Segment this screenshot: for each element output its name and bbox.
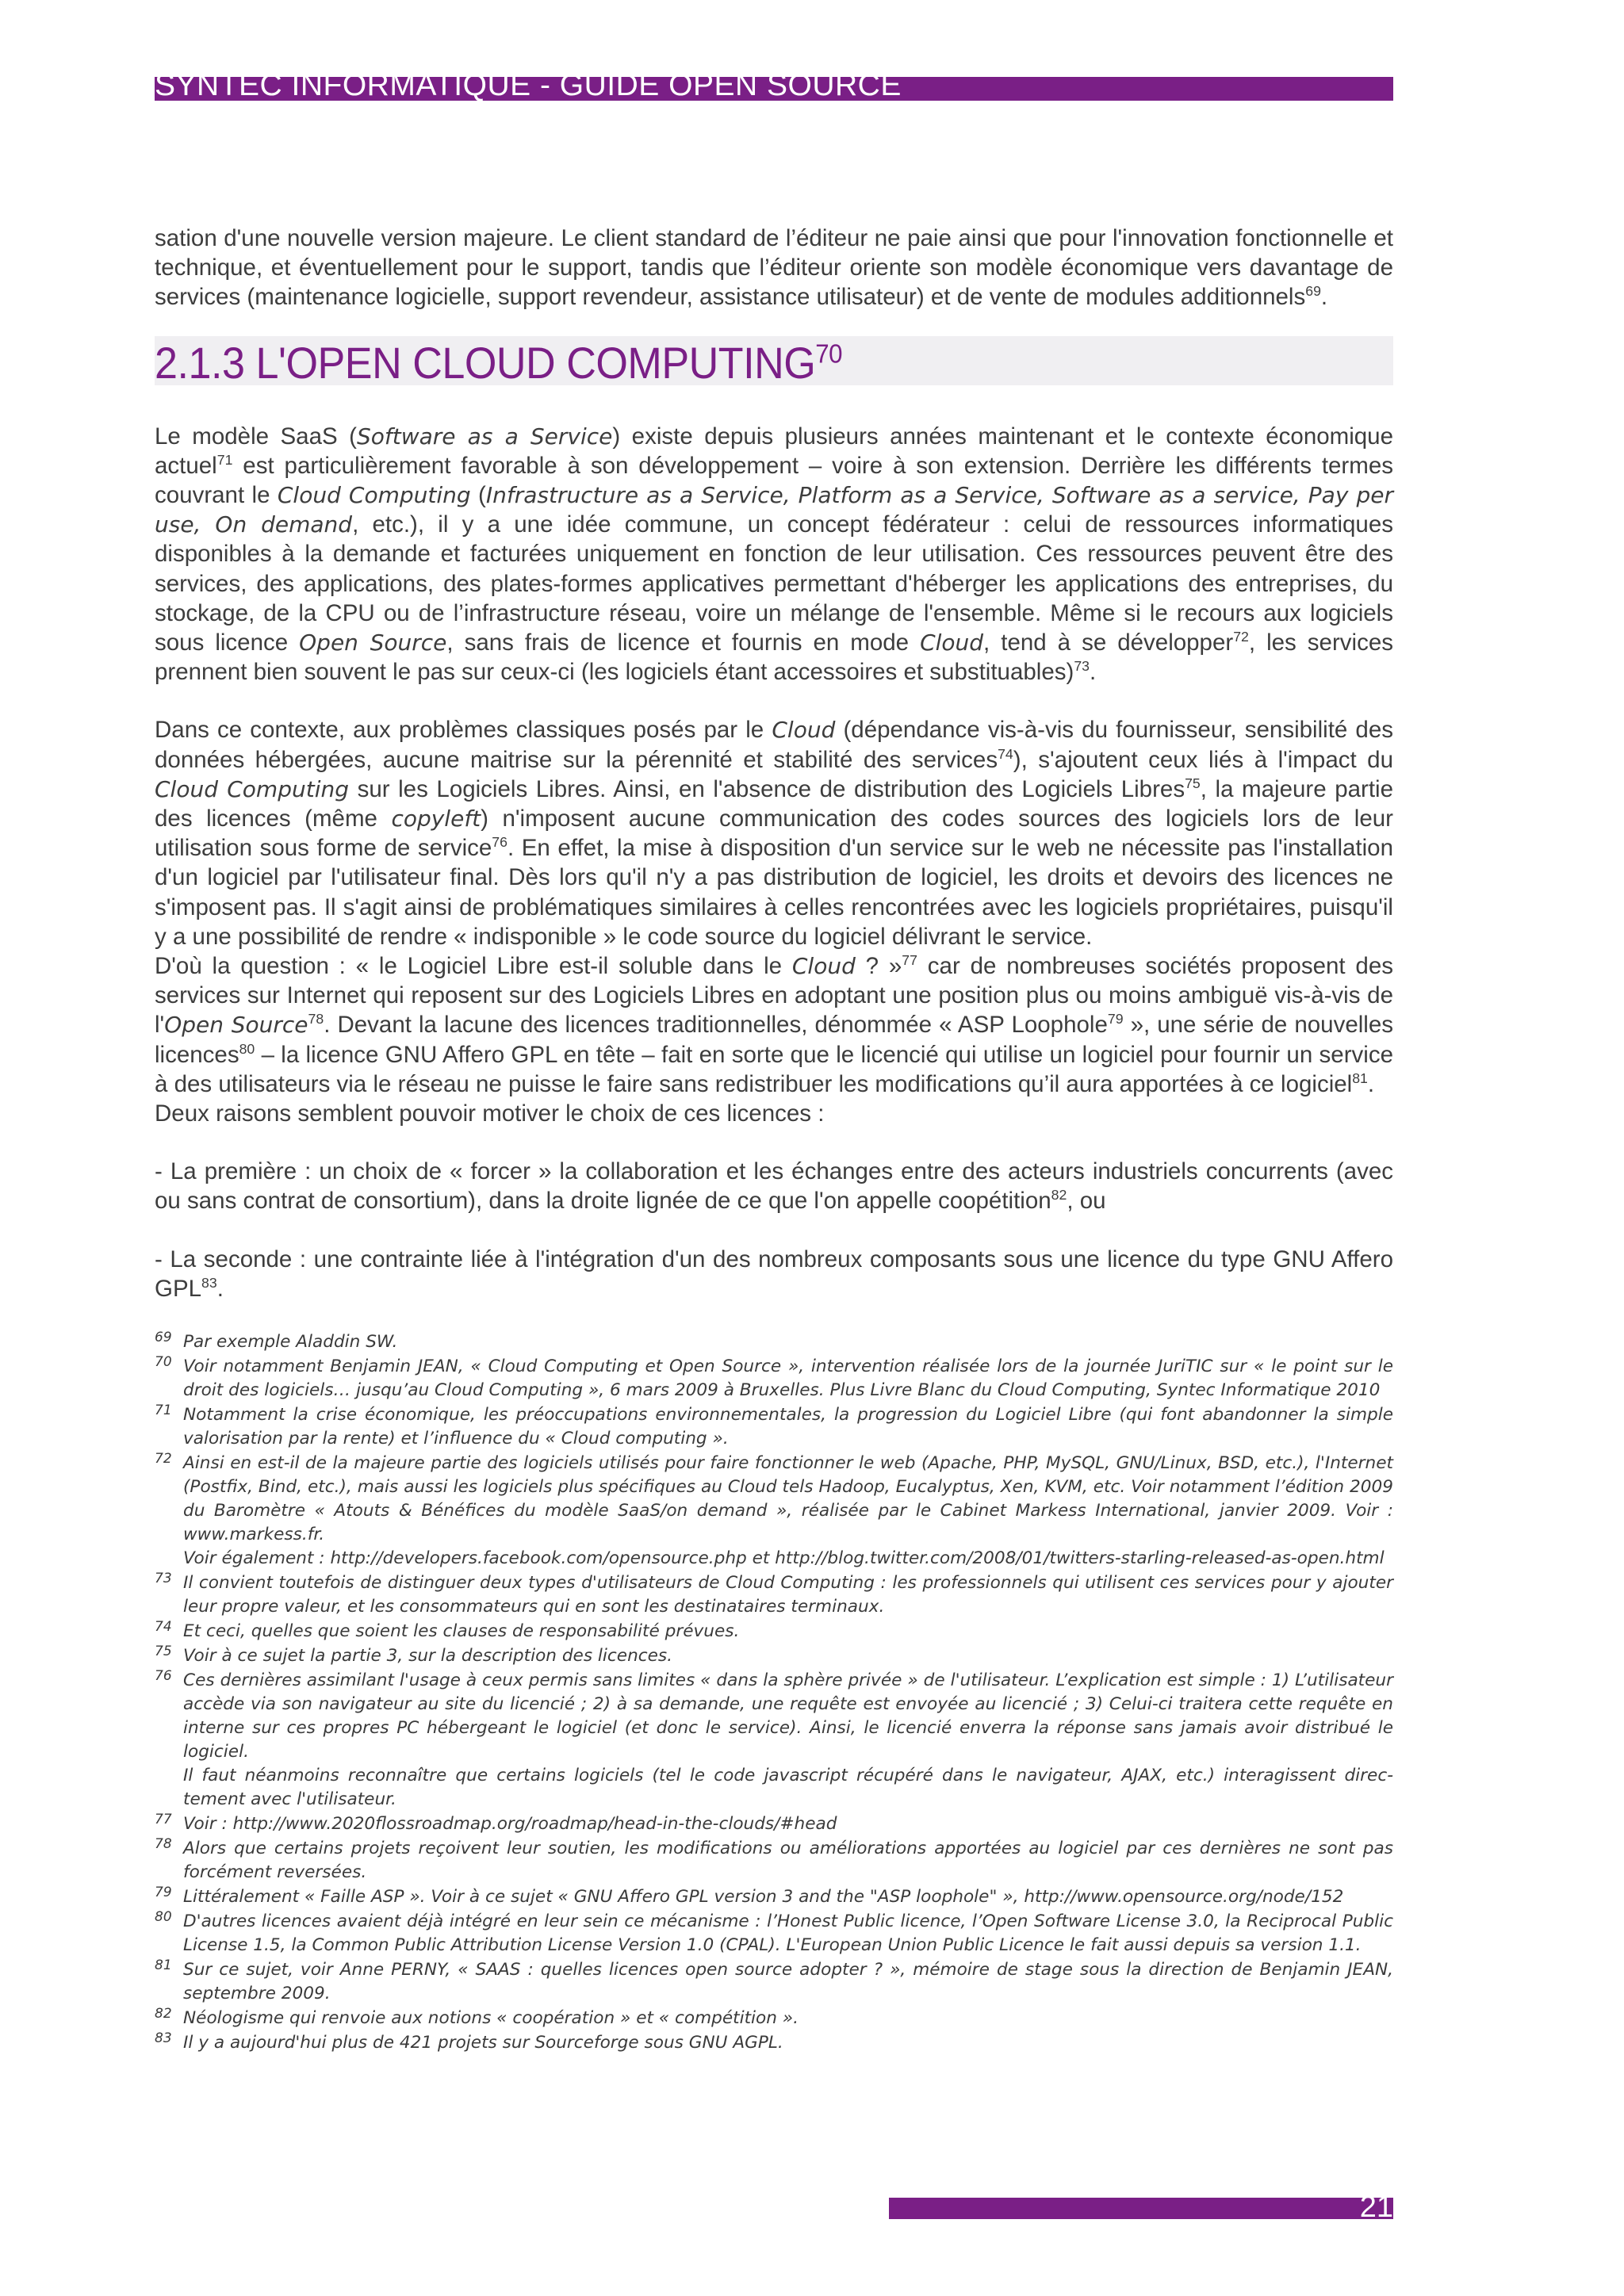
document-header-title: SYNTEC INFORMATIQUE - GUIDE OPEN SOURCE [155, 68, 902, 102]
footnote: 78 Alors que certains projets reçoivent leur soutien, les modifications ou améliorations apportées au logiciel par ces dernières ne sont pas forcément reversées. [155, 1836, 1393, 1883]
paragraph-saas: Le modèle SaaS (Software as a Service) existe depuis plusieurs années maintenant et le contexte économique actuel$^{71}$ est particulièrement favorable à son développement – voire à son extension. Derrière les différents termes couvrant le Cloud Computing (Infrastructure as a Service, Platform as a Service, Software as a service, Pay per use, On demand, etc.), il y a une idée commune, un concept fédérateur : celui de ressources informatiques disponibles à la demande et facturées uniquement en fonction de leur utilisation. Ces ressources peuvent être des services, des applications, des plates-formes applicatives permettant d'héberger les applications des entreprises, du stockage, de la CPU ou de l’infrastructure réseau, voire un mélange de l'ensemble. Même si le recours aux logiciels sous licence Open Source, sans frais de licence et fournis en mode Cloud, tend à se développer$^{72}$, les services prennent bien souvent le pas sur ceux-ci (les logiciels étant accessoires et substituables)$^{73}$. [155, 423, 1393, 686]
footnote: 72 Ainsi en est-il de la majeure partie des logiciels utilisés pour faire fonctionner le web (Apache, PHP, MySQL, GNU/Linux, BSD, etc.), l'Internet (Postfix, Bind, etc.), mais aussi les logiciels plus spécifiques au Cloud tels Hadoop, Eucalyptus, Xen, KVM, etc. Voir notamment l’édition 2009 du Baromètre « Atouts & Bénéfices du modèle SaaS/on demand », réalisée par le Cabinet Markess International, janvier 2009. Voir : www.markess.fr. Voir également : http://developers.facebook.com/opensource.php et http://blog.twitter.com/2008/01/twitters-starling-released-as-open.html [155, 1451, 1393, 1569]
footnote: 73 Il convient toutefois de distinguer deux types d'utilisateurs de Cloud Computing : les professionnels qui utilisent ces services pour y ajouter leur propre valeur, et les consommateurs qui en sont les destinataires terminaux. [155, 1571, 1393, 1617]
section-heading [155, 336, 1393, 388]
footnote: 75 Voir à ce sujet la partie 3, sur la description des licences. [155, 1644, 673, 1667]
footnote: 76 Ces dernières assimilant l'usage à ceux permis sans limites « dans la sphère privée » de l'utilisateur. L’explication est simple : 1) L’utilisateur accède via son navigateur au site du licencié ; 2) à sa demande, une requête est envoyée au licencié ; 3) Celui-ci traitera cette requête en interne sur ces propres PC hébergeant le logiciel (et donc le service). Ainsi, le licencié enverra la réponse sans jamais avoir distribué le logiciel. Il faut néanmoins reconnaître que certains logiciels (tel le code javascript récupéré dans le navigateur, AJAX, etc.) interagissent direc-tement avec l'utilisateur. [155, 1668, 1393, 1810]
section-title: 2.1.3 L'OPEN CLOUD COMPUTING$^{70}$ [155, 337, 843, 388]
footnote: 79 Littéralement « Faille ASP ». Voir à ce sujet « GNU Affero GPL version 3 and the "ASP loophole" », http://www.opensource.org/node/152 [155, 1885, 1344, 1908]
paragraph-question: D'où la question : « le Logiciel Libre est-il soluble dans le Cloud ? »$^{77}$ car de nombreuses sociétés proposent des services sur Internet qui reposent sur des Logiciels Libres en adoptant une position plus ou moins ambiguë vis-à-vis de l'Open Source$^{78}$. Devant la lacune des licences traditionnelles, dénommée « ASP Loophole$^{79}$ », une série de nouvelles licences$^{80}$ – la licence GNU Affero GPL en tête – fait en sorte que le licencié qui utilise un logiciel pour fournir un service à des utilisateurs via le réseau ne puisse le faire sans redistribuer les modifications qu’il aura apportées à ce logiciel$^{81}$. [155, 952, 1394, 1097]
footer-bar [889, 2198, 1393, 2219]
paragraph-first-reason: - La première : un choix de « forcer » la collaboration et les échanges entre des acteurs industriels concurrents (avec ou sans contrat de consortium), dans la droite lignée de ce que l'on appelle coopétition$^{82}$, ou [155, 1158, 1393, 1215]
footnotes [155, 1330, 1393, 2055]
footnote: 74 Et ceci, quelles que soient les clauses de responsabilité prévues. [155, 1619, 740, 1642]
page-number: 21 [1359, 2191, 1393, 2224]
intro-paragraph: sation d'une nouvelle version majeure. Le client standard de l’éditeur ne paie ainsi que pour l'innovation fonctionnelle et technique, et éventuellement pour le support, tandis que l’éditeur oriente son modèle économique vers davantage de services (maintenance logicielle, support revendeur, assistance utilisateur) et de vente de modules additionnels$^{69}$. [155, 225, 1393, 311]
footnote: 70 Voir notamment Benjamin JEAN, « Cloud Computing et Open Source », intervention réalisée lors de la journée JuriTIC sur « le point sur le droit des logiciels… jusqu’au Cloud Computing », 6 mars 2009 à Bruxelles. Plus Livre Blanc du Cloud Computing, Syntec Informatique 2010 [155, 1354, 1393, 1401]
page-content [155, 224, 1393, 2056]
footnote: 83 Il y a aujourd'hui plus de 421 projets sur Sourceforge sous GNU AGPL. [155, 2030, 783, 2053]
footnote-ref: 69 [1305, 283, 1321, 300]
footnote: 77 Voir : http://www.2020flossroadmap.org/roadmap/head-in-the-clouds/#head [155, 1812, 837, 1835]
paragraph-reasons: Deux raisons semblent pouvoir motiver le choix de ces licences : [155, 1100, 825, 1127]
footnote: 82 Néologisme qui renvoie aux notions « coopération » et « compétition ». [155, 2006, 799, 2029]
heading-footnote-ref: 70 [815, 339, 843, 369]
paragraph-context: Dans ce contexte, aux problèmes classiques posés par le Cloud (dépendance vis-à-vis du fournisseur, sensibilité des données hébergées, aucune maitrise sur la pérennité et stabilité des services$^{74}$), s'ajoutent ceux liés à l'impact du Cloud Computing sur les Logiciels Libres. Ainsi, en l'absence de distribution des Logiciels Libres$^{75}$, la majeure partie des licences (même copyleft) n'imposent aucune communication des codes sources des logiciels lors de leur utilisation sous forme de service$^{76}$. En effet, la mise à disposition d'un service sur le web ne nécessite pas l'installation d'un logiciel par l'utilisateur final. Dès lors qu'il n'y a pas distribution de logiciel, les droits et devoirs des licences ne s'imposent pas. Il s'agit ainsi de problématiques similaires à celles rencontrées avec les logiciels propriétaires, puisqu'il y a une possibilité de rendre « indisponible » le code source du logiciel délivrant le service. [155, 717, 1393, 950]
footnote: 71 Notamment la crise économique, les préoccupations environnementales, la progression du Logiciel Libre (qui font abandonner la simple valorisation par la rente) et l’influence du « Cloud computing ». [155, 1402, 1393, 1449]
footnote: 69 Par exemple Aladdin SW. [155, 1330, 398, 1353]
footnote: 80 D'autres licences avaient déjà intégré en leur sein ce mécanisme : l’Honest Public licence, l’Open Software License 3.0, la Reciprocal Public License 1.5, la Common Public Attribution License Version 1.0 (CPAL). L'European Union Public Licence le fait aussi depuis sa version 1.1. [155, 1909, 1393, 1956]
footnote: 81 Sur ce sujet, voir Anne PERNY, « SAAS : quelles licences open source adopter ? », mémoire de stage sous la direction de Benjamin JEAN, septembre 2009. [155, 1957, 1393, 2004]
paragraph-second-reason: - La seconde : une contrainte liée à l'intégration d'un des nombreux composants sous une licence du type GNU Affero GPL$^{83}$. [155, 1246, 1393, 1302]
